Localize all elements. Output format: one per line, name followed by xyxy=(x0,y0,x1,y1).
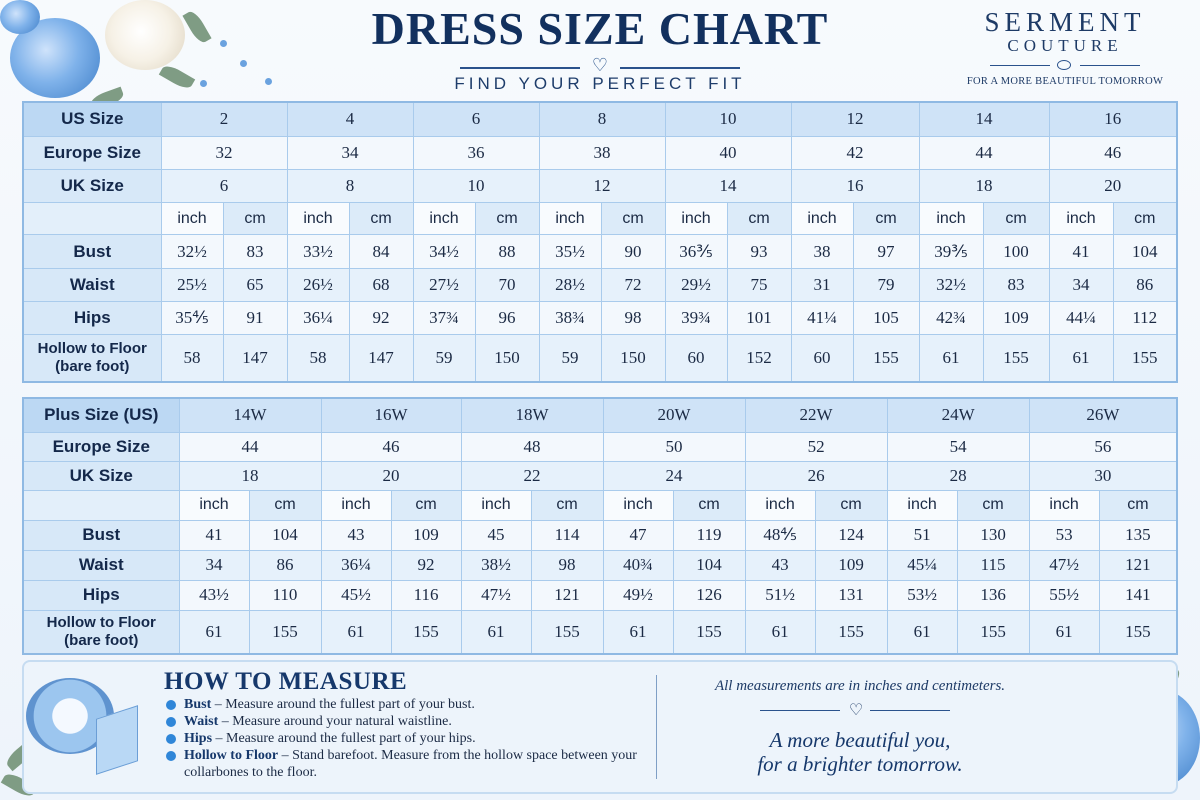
value-cell: 79 xyxy=(853,268,919,301)
size-cell: 12 xyxy=(539,169,665,202)
bullet-icon xyxy=(166,751,176,761)
value-cell: 61 xyxy=(887,610,957,654)
unit-cm: cm xyxy=(475,203,539,235)
size-cell: 22 xyxy=(461,461,603,490)
value-cell: 68 xyxy=(349,268,413,301)
page-title: DRESS SIZE CHART xyxy=(371,3,829,54)
value-cell: 53 xyxy=(1029,520,1099,550)
brand-sub: COUTURE xyxy=(1007,36,1123,55)
size-cell: 18 xyxy=(919,169,1049,202)
row-label xyxy=(23,610,179,654)
size-cell: 16 xyxy=(791,169,919,202)
value-cell: 61 xyxy=(179,610,249,654)
value-cell: 155 xyxy=(815,610,887,654)
value-cell: 114 xyxy=(531,520,603,550)
unit-inch: inch xyxy=(745,490,815,520)
brand-tagline: FOR A MORE BEAUTIFUL TOMORROW xyxy=(966,76,1164,87)
table-row xyxy=(23,520,1177,550)
how-to-measure-title: HOW TO MEASURE xyxy=(164,668,408,695)
unit-inch: inch xyxy=(665,203,727,235)
row-label: US Size xyxy=(23,102,161,136)
value-cell: 43 xyxy=(321,520,391,550)
panel-divider xyxy=(656,675,657,779)
value-cell: 83 xyxy=(983,268,1049,301)
units-row xyxy=(23,203,1177,235)
row-label: Europe Size xyxy=(23,432,179,461)
size-cell: 20 xyxy=(321,461,461,490)
size-cell: 34 xyxy=(287,136,413,169)
value-cell: 136 xyxy=(957,580,1029,610)
brand-ornament xyxy=(960,58,1170,74)
value-cell: 32½ xyxy=(919,268,983,301)
value-cell: 47 xyxy=(603,520,673,550)
row-label: Waist xyxy=(23,268,161,301)
value-cell: 41 xyxy=(1049,235,1113,268)
size-cell: 26W xyxy=(1029,398,1177,432)
value-cell: 84 xyxy=(349,235,413,268)
value-cell: 86 xyxy=(249,550,321,580)
row-label: UK Size xyxy=(23,169,161,202)
size-cell: 50 xyxy=(603,432,745,461)
value-cell: 135 xyxy=(1099,520,1177,550)
value-cell: 33½ xyxy=(287,235,349,268)
list-item xyxy=(166,730,646,747)
row-label: Hips xyxy=(23,301,161,334)
value-cell: 27½ xyxy=(413,268,475,301)
size-cell: 18W xyxy=(461,398,603,432)
size-cell: 40 xyxy=(665,136,791,169)
table-row xyxy=(23,136,1177,169)
slogan-line: for a brighter tomorrow. xyxy=(757,752,963,776)
unit-inch: inch xyxy=(539,203,601,235)
row-label: Bust xyxy=(23,520,179,550)
value-cell: 155 xyxy=(853,335,919,382)
value-cell: 141 xyxy=(1099,580,1177,610)
unit-cm: cm xyxy=(391,490,461,520)
row-label: Hips xyxy=(23,580,179,610)
unit-inch: inch xyxy=(161,203,223,235)
value-cell: 110 xyxy=(249,580,321,610)
measure-term: Waist xyxy=(184,714,219,729)
unit-inch: inch xyxy=(1049,203,1113,235)
subtitle-row xyxy=(300,54,900,94)
row-label-line: (bare foot) xyxy=(64,631,139,649)
bullet-icon xyxy=(166,734,176,744)
row-label-line: Hollow to Floor xyxy=(46,613,156,631)
note-ornament xyxy=(760,700,950,720)
row-label: UK Size xyxy=(23,461,179,490)
row-label-empty xyxy=(23,203,161,235)
value-cell: 31 xyxy=(791,268,853,301)
value-cell: 26½ xyxy=(287,268,349,301)
value-cell: 25½ xyxy=(161,268,223,301)
value-cell: 155 xyxy=(531,610,603,654)
row-label-line: (bare foot) xyxy=(55,358,130,376)
value-cell: 38 xyxy=(791,235,853,268)
size-cell: 26 xyxy=(745,461,887,490)
measure-term: Hips xyxy=(184,731,213,746)
size-cell: 16W xyxy=(321,398,461,432)
value-cell: 51½ xyxy=(745,580,815,610)
table-row xyxy=(23,398,1177,432)
plus-size-table xyxy=(22,397,1178,655)
size-cell: 44 xyxy=(179,432,321,461)
size-cell: 20W xyxy=(603,398,745,432)
value-cell: 41 xyxy=(179,520,249,550)
size-cell: 10 xyxy=(665,102,791,136)
value-cell: 51 xyxy=(887,520,957,550)
value-cell: 41¼ xyxy=(791,301,853,334)
unit-inch: inch xyxy=(919,203,983,235)
value-cell: 97 xyxy=(853,235,919,268)
value-cell: 121 xyxy=(1099,550,1177,580)
value-cell: 100 xyxy=(983,235,1049,268)
size-cell: 28 xyxy=(887,461,1029,490)
measure-text: – Stand barefoot. Measure from the hollow space between your collarbones to the floor. xyxy=(184,748,637,780)
value-cell: 65 xyxy=(223,268,287,301)
size-cell: 56 xyxy=(1029,432,1177,461)
size-cell: 6 xyxy=(413,102,539,136)
value-cell: 43½ xyxy=(179,580,249,610)
value-cell: 124 xyxy=(815,520,887,550)
value-cell: 43 xyxy=(745,550,815,580)
value-cell: 96 xyxy=(475,301,539,334)
value-cell: 34½ xyxy=(413,235,475,268)
value-cell: 55½ xyxy=(1029,580,1099,610)
size-cell: 44 xyxy=(919,136,1049,169)
value-cell: 59 xyxy=(413,335,475,382)
table-row xyxy=(23,268,1177,301)
unit-cm: cm xyxy=(601,203,665,235)
value-cell: 104 xyxy=(673,550,745,580)
value-cell: 61 xyxy=(1029,610,1099,654)
value-cell: 155 xyxy=(957,610,1029,654)
unit-inch: inch xyxy=(413,203,475,235)
value-cell: 60 xyxy=(791,335,853,382)
table-row xyxy=(23,461,1177,490)
value-cell: 39¾ xyxy=(665,301,727,334)
unit-cm: cm xyxy=(249,490,321,520)
value-cell: 48⅘ xyxy=(745,520,815,550)
row-label-empty xyxy=(23,490,179,520)
size-cell: 14 xyxy=(665,169,791,202)
how-to-measure-list xyxy=(166,696,646,781)
value-cell: 61 xyxy=(461,610,531,654)
measure-text: – Measure around the fullest part of your hips. xyxy=(212,731,476,746)
table-row xyxy=(23,169,1177,202)
value-cell: 155 xyxy=(1099,610,1177,654)
value-cell: 75 xyxy=(727,268,791,301)
value-cell: 38½ xyxy=(461,550,531,580)
size-cell: 42 xyxy=(791,136,919,169)
size-cell: 46 xyxy=(1049,136,1177,169)
unit-inch: inch xyxy=(603,490,673,520)
measure-term: Hollow to Floor xyxy=(184,748,279,763)
value-cell: 119 xyxy=(673,520,745,550)
value-cell: 91 xyxy=(223,301,287,334)
size-cell: 8 xyxy=(287,169,413,202)
value-cell: 38¾ xyxy=(539,301,601,334)
value-cell: 34 xyxy=(1049,268,1113,301)
size-cell: 10 xyxy=(413,169,539,202)
value-cell: 90 xyxy=(601,235,665,268)
value-cell: 88 xyxy=(475,235,539,268)
value-cell: 40¾ xyxy=(603,550,673,580)
unit-inch: inch xyxy=(321,490,391,520)
value-cell: 130 xyxy=(957,520,1029,550)
heart-icon: ♡ xyxy=(591,55,609,75)
value-cell: 29½ xyxy=(665,268,727,301)
table-row xyxy=(23,550,1177,580)
unit-cm: cm xyxy=(223,203,287,235)
subtitle-line-right xyxy=(620,67,740,69)
standard-size-table xyxy=(22,101,1178,383)
value-cell: 93 xyxy=(727,235,791,268)
size-cell: 32 xyxy=(161,136,287,169)
value-cell: 36¼ xyxy=(287,301,349,334)
value-cell: 45 xyxy=(461,520,531,550)
size-cell: 38 xyxy=(539,136,665,169)
value-cell: 61 xyxy=(919,335,983,382)
value-cell: 150 xyxy=(475,335,539,382)
size-cell: 18 xyxy=(179,461,321,490)
value-cell: 147 xyxy=(349,335,413,382)
table-row xyxy=(23,102,1177,136)
value-cell: 101 xyxy=(727,301,791,334)
slogan xyxy=(690,728,1030,776)
unit-inch: inch xyxy=(179,490,249,520)
size-cell: 36 xyxy=(413,136,539,169)
size-cell: 24W xyxy=(887,398,1029,432)
size-cell: 12 xyxy=(791,102,919,136)
value-cell: 47½ xyxy=(461,580,531,610)
size-cell: 52 xyxy=(745,432,887,461)
value-cell: 92 xyxy=(349,301,413,334)
unit-cm: cm xyxy=(673,490,745,520)
unit-cm: cm xyxy=(853,203,919,235)
value-cell: 116 xyxy=(391,580,461,610)
size-cell: 46 xyxy=(321,432,461,461)
row-label-line: Hollow to Floor xyxy=(37,340,147,358)
value-cell: 155 xyxy=(673,610,745,654)
table-row xyxy=(23,432,1177,461)
table-row xyxy=(23,301,1177,334)
value-cell: 147 xyxy=(223,335,287,382)
value-cell: 34 xyxy=(179,550,249,580)
value-cell: 155 xyxy=(249,610,321,654)
row-label: Plus Size (US) xyxy=(23,398,179,432)
value-cell: 36⅗ xyxy=(665,235,727,268)
brand-logo xyxy=(960,8,1170,87)
unit-inch: inch xyxy=(887,490,957,520)
bullet-icon xyxy=(166,700,176,710)
unit-cm: cm xyxy=(531,490,603,520)
unit-inch: inch xyxy=(287,203,349,235)
value-cell: 58 xyxy=(161,335,223,382)
value-cell: 35½ xyxy=(539,235,601,268)
size-cell: 6 xyxy=(161,169,287,202)
size-cell: 14W xyxy=(179,398,321,432)
value-cell: 86 xyxy=(1113,268,1177,301)
value-cell: 70 xyxy=(475,268,539,301)
unit-cm: cm xyxy=(1099,490,1177,520)
unit-cm: cm xyxy=(815,490,887,520)
value-cell: 131 xyxy=(815,580,887,610)
size-cell: 14 xyxy=(919,102,1049,136)
size-cell: 54 xyxy=(887,432,1029,461)
unit-inch: inch xyxy=(791,203,853,235)
value-cell: 152 xyxy=(727,335,791,382)
value-cell: 155 xyxy=(1113,335,1177,382)
measurement-note: All measurements are in inches and centimeters. xyxy=(714,678,1006,694)
value-cell: 109 xyxy=(391,520,461,550)
value-cell: 98 xyxy=(531,550,603,580)
size-cell: 16 xyxy=(1049,102,1177,136)
value-cell: 155 xyxy=(983,335,1049,382)
value-cell: 105 xyxy=(853,301,919,334)
list-item xyxy=(166,696,646,713)
size-cell: 4 xyxy=(287,102,413,136)
value-cell: 42¾ xyxy=(919,301,983,334)
value-cell: 37¾ xyxy=(413,301,475,334)
value-cell: 36¼ xyxy=(321,550,391,580)
value-cell: 61 xyxy=(603,610,673,654)
table-row xyxy=(23,235,1177,268)
value-cell: 39⅗ xyxy=(919,235,983,268)
subtitle-line-left xyxy=(460,67,580,69)
value-cell: 150 xyxy=(601,335,665,382)
size-cell: 22W xyxy=(745,398,887,432)
value-cell: 61 xyxy=(321,610,391,654)
row-label: Europe Size xyxy=(23,136,161,169)
value-cell: 72 xyxy=(601,268,665,301)
value-cell: 47½ xyxy=(1029,550,1099,580)
value-cell: 35⅘ xyxy=(161,301,223,334)
bullet-icon xyxy=(166,717,176,727)
value-cell: 32½ xyxy=(161,235,223,268)
page-subtitle: FIND YOUR PERFECT FIT xyxy=(454,74,746,93)
units-row xyxy=(23,490,1177,520)
measuring-tape-icon xyxy=(26,672,146,770)
heart-icon: ♡ xyxy=(848,702,864,719)
unit-inch: inch xyxy=(1029,490,1099,520)
value-cell: 115 xyxy=(957,550,1029,580)
unit-cm: cm xyxy=(727,203,791,235)
value-cell: 61 xyxy=(1049,335,1113,382)
value-cell: 53½ xyxy=(887,580,957,610)
value-cell: 59 xyxy=(539,335,601,382)
size-cell: 2 xyxy=(161,102,287,136)
measure-text: – Measure around your natural waistline. xyxy=(218,714,452,729)
row-label: Bust xyxy=(23,235,161,268)
value-cell: 45¼ xyxy=(887,550,957,580)
size-cell: 30 xyxy=(1029,461,1177,490)
value-cell: 44¼ xyxy=(1049,301,1113,334)
unit-cm: cm xyxy=(983,203,1049,235)
row-label xyxy=(23,335,161,382)
value-cell: 104 xyxy=(1113,235,1177,268)
slogan-line: A more beautiful you, xyxy=(769,728,951,752)
value-cell: 28½ xyxy=(539,268,601,301)
measure-term: Bust xyxy=(184,697,212,712)
row-label: Waist xyxy=(23,550,179,580)
unit-inch: inch xyxy=(461,490,531,520)
unit-cm: cm xyxy=(957,490,1029,520)
size-cell: 8 xyxy=(539,102,665,136)
unit-cm: cm xyxy=(1113,203,1177,235)
brand-name: SERMENT xyxy=(984,7,1146,37)
measure-text: – Measure around the fullest part of your bust. xyxy=(211,697,475,712)
list-item xyxy=(166,747,646,781)
value-cell: 109 xyxy=(983,301,1049,334)
size-cell: 24 xyxy=(603,461,745,490)
value-cell: 60 xyxy=(665,335,727,382)
table-row xyxy=(23,610,1177,654)
size-cell: 20 xyxy=(1049,169,1177,202)
value-cell: 49½ xyxy=(603,580,673,610)
value-cell: 58 xyxy=(287,335,349,382)
value-cell: 92 xyxy=(391,550,461,580)
unit-cm: cm xyxy=(349,203,413,235)
value-cell: 155 xyxy=(391,610,461,654)
value-cell: 61 xyxy=(745,610,815,654)
value-cell: 126 xyxy=(673,580,745,610)
size-cell: 48 xyxy=(461,432,603,461)
value-cell: 98 xyxy=(601,301,665,334)
value-cell: 45½ xyxy=(321,580,391,610)
value-cell: 121 xyxy=(531,580,603,610)
value-cell: 112 xyxy=(1113,301,1177,334)
value-cell: 109 xyxy=(815,550,887,580)
list-item xyxy=(166,713,646,730)
value-cell: 83 xyxy=(223,235,287,268)
value-cell: 104 xyxy=(249,520,321,550)
table-row xyxy=(23,580,1177,610)
table-row xyxy=(23,335,1177,382)
